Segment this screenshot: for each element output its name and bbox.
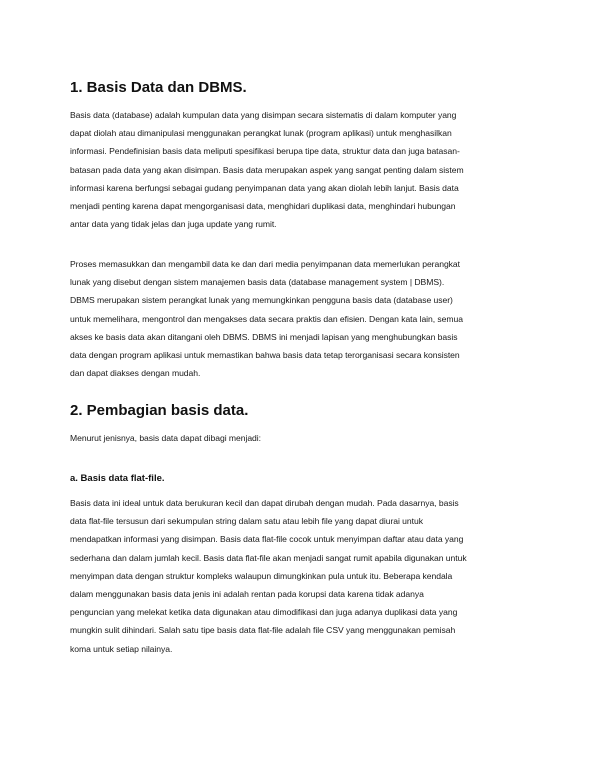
paragraph-line: dapat diolah atau dimanipulasi menggunakan perangkat lunak (program aplikasi) untuk menghasilkan: [70, 128, 452, 139]
paragraph-line: akses ke basis data akan ditangani oleh DBMS. DBMS ini menjadi lapisan yang menghubungkan basis: [70, 331, 458, 342]
section2-heading: 2. Pembagian basis data.: [70, 402, 249, 419]
paragraph-line: menyimpan data dengan struktur kompleks walaupun dimungkinkan pula untuk itu. Beberapa kendala: [70, 570, 453, 581]
paragraph-line: informasi karena berfungsi sebagai gudang penyimpanan data yang akan diolah lebih lanjut. Basis data: [70, 182, 459, 193]
paragraph-line: informasi. Pendefinisian basis data meliputi spesifikasi berupa tipe data, struktur data dan juga batasan-: [70, 146, 460, 157]
paragraph-line: Menurut jenisnya, basis data dapat dibagi menjadi:: [70, 433, 261, 443]
paragraph-line: antar data yang tidak jelas dan juga update yang rumit.: [70, 219, 277, 230]
section2-paragraph: [70, 494, 532, 658]
paragraph-line: mungkin sulit dihindari. Salah satu tipe basis data flat-file adalah file CSV yang menggunakan pemisah: [70, 625, 456, 636]
paragraph-line: data dengan program aplikasi untuk memastikan bahwa basis data tetap terorganisasi secara konsisten: [70, 350, 460, 361]
paragraph-line: lunak yang disebut dengan sistem manajemen basis data (database management system | DBMS).: [70, 277, 445, 288]
section1-paragraph2: [70, 255, 532, 382]
paragraph-line: koma untuk setiap nilainya.: [70, 643, 173, 654]
paragraph-line: menjadi penting karena dapat mengorganisasi data, menghidari duplikasi data, menghindari hubungan: [70, 201, 456, 212]
paragraph-line: data flat-file tersusun dari sekumpulan string dalam satu atau lebih file yang dapat diurai untuk: [70, 516, 423, 527]
paragraph-line: dalam menggunakan basis data jenis ini adalah rentan pada korupsi data karena tidak adanya: [70, 589, 424, 600]
paragraph-line: dan dapat diakses dengan mudah.: [70, 368, 201, 379]
paragraph-line: penguncian yang melekat ketika data digunakan atau dimodifikasi dan juga adanya duplikasi data yang: [70, 607, 458, 618]
paragraph-line: sederhana dan dalam jumlah kecil. Basis data flat-file akan menjadi sangat rumit apabila digunakan untuk: [70, 552, 467, 563]
paragraph-line: Proses memasukkan dan mengambil data ke dan dari media penyimpanan data memerlukan perangkat: [70, 259, 460, 269]
paragraph-line: Basis data ini ideal untuk data berukuran kecil dan dapat dirubah dengan mudah. Pada dasarnya, basis: [70, 498, 459, 508]
paragraph-line: batasan pada data yang akan disimpan. Basis data merupakan aspek yang sangat penting dalam sistem: [70, 164, 464, 175]
paragraph-line: Basis data (database) adalah kumpulan data yang disimpan secara sistematis di dalam komputer yang: [70, 110, 457, 120]
section2-intro: [70, 429, 532, 447]
section2-subheading: a. Basis data flat-file.: [70, 473, 165, 484]
paragraph-line: mendapatkan informasi yang disimpan. Basis data flat-file cocok untuk menyimpan daftar atau data yang: [70, 534, 464, 545]
paragraph-line: untuk memelihara, mengontrol dan mengakses data secara praktis dan efisien. Dengan kata lain, semua: [70, 313, 463, 324]
paragraph-line: DBMS merupakan sistem perangkat lunak yang memungkinkan pengguna basis data (database user): [70, 295, 453, 306]
section1-paragraph1: [70, 106, 532, 233]
section1-heading: 1. Basis Data dan DBMS.: [70, 79, 247, 96]
